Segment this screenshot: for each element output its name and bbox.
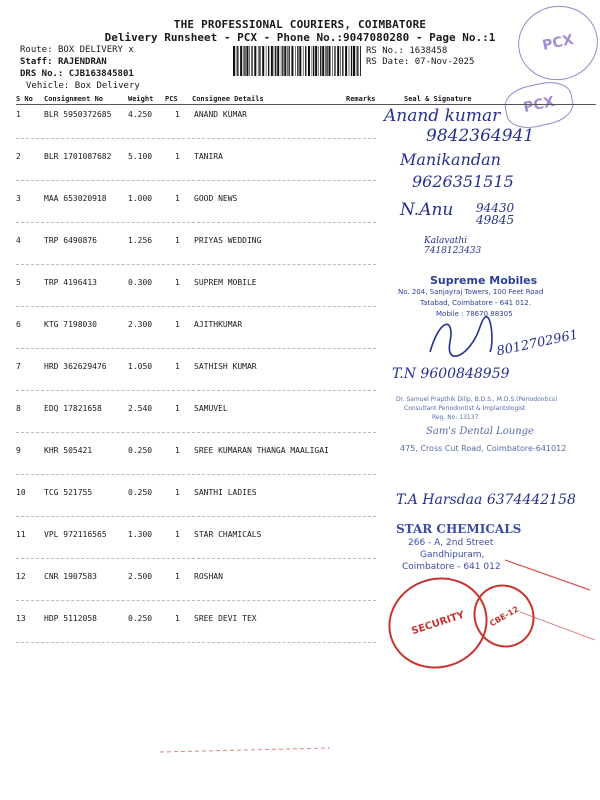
row-weight: 0.250: [128, 488, 153, 497]
signature-10: T.A Harsdaa 6374442158: [396, 492, 576, 508]
row-consignee: STAR CHAMICALS: [194, 530, 262, 539]
row-pcs: 1: [175, 614, 180, 623]
star-chemicals-addr2: Gandhipuram,: [420, 550, 485, 560]
vehicle-line: [26, 81, 140, 92]
row-consignee: ROSHAN: [194, 572, 223, 581]
signature-3-phone: 94430 49845: [476, 201, 515, 227]
security-seal-code: CBE-12: [487, 604, 521, 628]
row-consignment: MAA 653020918: [44, 194, 107, 203]
row-weight: 0.300: [128, 278, 153, 287]
row-sno: 2: [16, 152, 21, 161]
signature-2-name: Manikandan: [400, 150, 501, 169]
row-consignee: AJITHKUMAR: [194, 320, 243, 329]
supreme-mobiles-name: Supreme Mobiles: [430, 274, 538, 287]
signature-1-phone: 9842364941: [426, 126, 535, 146]
row-consignee: ANAND KUMAR: [194, 110, 247, 119]
row-consignment: HDP 5112058: [44, 614, 97, 623]
table-row: [0, 230, 600, 272]
supreme-mobiles-addr1: No. 204, Sanjayraj Towers, 100 Feet Road: [398, 288, 544, 296]
pcx-stamp-second: PCX: [501, 77, 576, 132]
row-weight: 1.300: [128, 530, 153, 539]
vehicle-value: Box Delivery: [74, 81, 140, 91]
row-weight: 5.100: [128, 152, 153, 161]
row-divider: [16, 432, 376, 433]
row-weight: 2.300: [128, 320, 153, 329]
signature-6-scribble: [420, 312, 500, 362]
rs-date: RS Date: 07-Nov-2025: [366, 57, 475, 67]
row-pcs: 1: [175, 236, 180, 245]
star-chemicals-addr3: Coimbatore - 641 012: [402, 562, 501, 572]
supreme-mobiles-mobile: Mobile : 78670 88305: [436, 310, 513, 318]
row-divider: [16, 390, 376, 391]
row-sno: 5: [16, 278, 21, 287]
row-consignee: SANTHI LADIES: [194, 488, 257, 497]
row-sno: 10: [16, 488, 26, 497]
row-divider: [16, 138, 376, 139]
col-pcs: PCS: [165, 95, 178, 103]
row-consignee: SATHISH KUMAR: [194, 362, 257, 371]
drs-label: DRS No.:: [20, 69, 64, 79]
col-consignee: Consignee Details: [192, 95, 264, 103]
row-weight: 2.500: [128, 572, 153, 581]
row-divider: [16, 600, 376, 601]
row-pcs: 1: [175, 404, 180, 413]
dental-stamp-line1: Dr. Samuel Prapthik Dilip, B.D.S., M.D.S.(Periodontics): [396, 396, 558, 403]
row-pcs: 1: [175, 572, 180, 581]
row-weight: 0.250: [128, 614, 153, 623]
row-pcs: 1: [175, 110, 180, 119]
row-consignment: BLR 1701087682: [44, 152, 112, 161]
row-weight: 0.250: [128, 446, 153, 455]
row-consignee: SREE DEVI TEX: [194, 614, 257, 623]
signature-7: T.N 9600848959: [392, 366, 510, 382]
signature-4-phone: 7418123433: [424, 246, 482, 256]
col-remarks: Remarks: [346, 95, 376, 103]
page-subtitle: Delivery Runsheet - PCX - Phone No.:9047080280 - Page No.:1: [104, 31, 496, 44]
signature-3-name: N.Anu: [400, 200, 454, 220]
row-consignment: TCG 521755: [44, 488, 93, 497]
row-pcs: 1: [175, 194, 180, 203]
row-divider: [16, 642, 376, 643]
dental-stamp-line3: Reg. No: 13137: [432, 414, 479, 421]
star-chemicals-name: STAR CHEMICALS: [396, 522, 522, 536]
route-line: [20, 45, 134, 56]
row-consignment: KHR 505421: [44, 446, 93, 455]
row-consignee: TANIRA: [194, 152, 223, 161]
row-divider: [16, 558, 376, 559]
row-weight: 1.050: [128, 362, 153, 371]
row-pcs: 1: [175, 152, 180, 161]
row-weight: 2.540: [128, 404, 153, 413]
row-pcs: 1: [175, 278, 180, 287]
row-pcs: 1: [175, 446, 180, 455]
star-chemicals-addr1: 266 - A, 2nd Street: [408, 538, 494, 548]
row-consignee: SREE KUMARAN THANGA MAALIGAI: [194, 446, 329, 455]
row-weight: 1.000: [128, 194, 153, 203]
row-sno: 13: [16, 614, 26, 623]
dental-stamp-line5: 475, Cross Cut Road, Coimbatore-641012: [400, 444, 567, 453]
row-consignment: TRP 4196413: [44, 278, 97, 287]
row-pcs: 1: [175, 320, 180, 329]
signature-6-phone: 8012702961: [495, 327, 580, 360]
row-pcs: 1: [175, 488, 180, 497]
staff-label: Staff:: [20, 57, 53, 67]
row-divider: [16, 348, 376, 349]
rs-number: RS No.: 1638458: [366, 46, 448, 56]
staff-value: RAJENDRAN: [57, 57, 107, 67]
dental-stamp-line2: Consultant Periodontist & Implantologist: [404, 405, 526, 412]
route-label: Route:: [20, 45, 53, 55]
row-divider: [16, 516, 376, 517]
row-divider: [16, 306, 376, 307]
row-consignee: PRIYAS WEDDING: [194, 236, 262, 245]
row-sno: 9: [16, 446, 21, 455]
col-consignment: Consignment No: [44, 95, 104, 103]
row-sno: 4: [16, 236, 21, 245]
pcx-stamp: PCX: [511, 0, 600, 88]
barcode-image: [233, 46, 361, 76]
row-consignment: TRP 6490876: [44, 236, 97, 245]
row-sno: 11: [16, 530, 26, 539]
row-consignee: GOOD NEWS: [194, 194, 238, 203]
dental-stamp-line4: Sam's Dental Lounge: [426, 426, 534, 437]
row-divider: [16, 474, 376, 475]
row-sno: 12: [16, 572, 26, 581]
row-divider: [16, 264, 376, 265]
page-title: THE PROFESSIONAL COURIERS, COIMBATORE: [173, 18, 427, 31]
signature-4-name: Kalavathi: [424, 236, 468, 246]
row-consignment: BLR 5950372685: [44, 110, 112, 119]
table-row: [0, 356, 600, 398]
row-weight: 1.256: [128, 236, 153, 245]
row-divider: [16, 180, 376, 181]
signature-1-name: Anand kumar: [384, 106, 501, 126]
row-consignment: HRD 362629476: [44, 362, 107, 371]
row-consignment: EDQ 17821658: [44, 404, 102, 413]
row-consignee: SUPREM MOBILE: [194, 278, 257, 287]
staff-line: [20, 57, 107, 68]
row-weight: 4.250: [128, 110, 153, 119]
row-sno: 3: [16, 194, 21, 203]
route-value: BOX DELIVERY x: [57, 45, 134, 55]
drs-line: [20, 69, 134, 80]
row-sno: 8: [16, 404, 21, 413]
row-pcs: 1: [175, 530, 180, 539]
row-pcs: 1: [175, 362, 180, 371]
row-sno: 7: [16, 362, 21, 371]
row-divider: [16, 222, 376, 223]
row-consignee: SAMUVEL: [194, 404, 228, 413]
row-consignment: KTG 7198030: [44, 320, 97, 329]
vehicle-label: Vehicle:: [26, 81, 70, 91]
row-consignment: CNR 1907583: [44, 572, 97, 581]
row-consignment: VPL 972116565: [44, 530, 107, 539]
col-sno: S No: [16, 95, 33, 103]
row-sno: 6: [16, 320, 21, 329]
supreme-mobiles-addr2: Tatabad, Coimbatore - 641 012.: [420, 299, 531, 307]
col-seal: Seal & Signature: [404, 95, 472, 103]
row-sno: 1: [16, 110, 21, 119]
signature-2-phone: 9626351515: [412, 172, 514, 191]
col-weight: Weight: [128, 95, 154, 103]
security-seal-text: SECURITY: [410, 609, 466, 637]
drs-value: CJB163845801: [68, 69, 134, 79]
